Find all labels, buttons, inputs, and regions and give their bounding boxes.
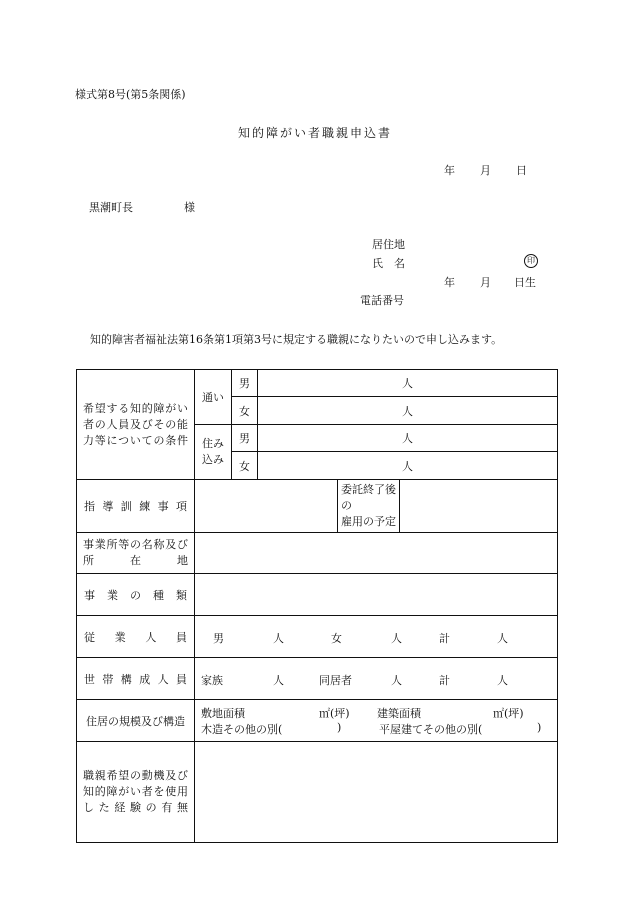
livein-female-label: 女	[232, 452, 258, 480]
training-field[interactable]	[195, 480, 338, 533]
commute-male-count[interactable]: 人	[258, 370, 558, 397]
name-label: 氏 名	[372, 257, 405, 270]
application-table	[76, 369, 558, 843]
housing-label: 住居の規模及び構造	[77, 700, 195, 742]
post-contract-label: 委託終了後の 雇用の予定	[338, 480, 400, 533]
addressee	[89, 199, 195, 215]
commute-female-count[interactable]: 人	[258, 397, 558, 425]
birth-month-label: 月	[480, 276, 491, 289]
employees-label: 従業人員	[77, 616, 195, 658]
business-name-label: 事業所等の名称及び 所在地	[77, 533, 195, 574]
training-label: 指導訓練事項	[77, 480, 195, 533]
household-field[interactable]: 家族 人 同居者 人 計 人	[195, 658, 558, 700]
birth-day-label: 日生	[514, 276, 536, 289]
household-label: 世帯構成人員	[77, 658, 195, 700]
livein-male-count[interactable]: 人	[258, 425, 558, 452]
phone-label: 電話番号	[360, 294, 404, 307]
declaration-text: 知的障害者福祉法第16条第1項第3号に規定する職親になりたいので申し込みます。	[90, 333, 503, 346]
addressee-name: 黒潮町長	[89, 201, 133, 214]
livein-label: 住み 込み	[195, 425, 232, 480]
commute-female-label: 女	[232, 397, 258, 425]
page-title: 知的障がい者職親申込書	[237, 126, 392, 140]
motive-label: 職親希望の動機及び 知的障がい者を使用 した経験の有無	[77, 742, 195, 843]
business-type-label: 事業の種類	[77, 574, 195, 616]
commute-male-label: 男	[232, 370, 258, 397]
housing-field[interactable]: 敷地面積 ㎡(坪) 建築面積 ㎡(坪) 木造その他の別( ) 平屋建てその他の別( )	[195, 700, 558, 742]
date-day-label: 日	[516, 164, 527, 177]
birth-year-label: 年	[444, 276, 455, 289]
employees-field[interactable]: 男 人 女 人 計 人	[195, 616, 558, 658]
date-month-label: 月	[480, 164, 491, 177]
livein-female-count[interactable]: 人	[258, 452, 558, 480]
conditions-label: 希望する知的障がい 者の人員及びその能 力等についての条件	[77, 370, 195, 480]
motive-field[interactable]	[195, 742, 558, 843]
business-type-field[interactable]	[195, 574, 558, 616]
livein-male-label: 男	[232, 425, 258, 452]
address-label: 居住地	[372, 238, 405, 251]
seal-mark-icon: 印	[524, 254, 538, 268]
business-name-field[interactable]	[195, 533, 558, 574]
commute-label: 通い	[195, 370, 232, 425]
addressee-honorific: 様	[184, 201, 195, 214]
form-number: 様式第8号(第5条関係)	[75, 88, 186, 101]
date-year-label: 年	[444, 164, 455, 177]
post-contract-field[interactable]	[400, 480, 558, 533]
